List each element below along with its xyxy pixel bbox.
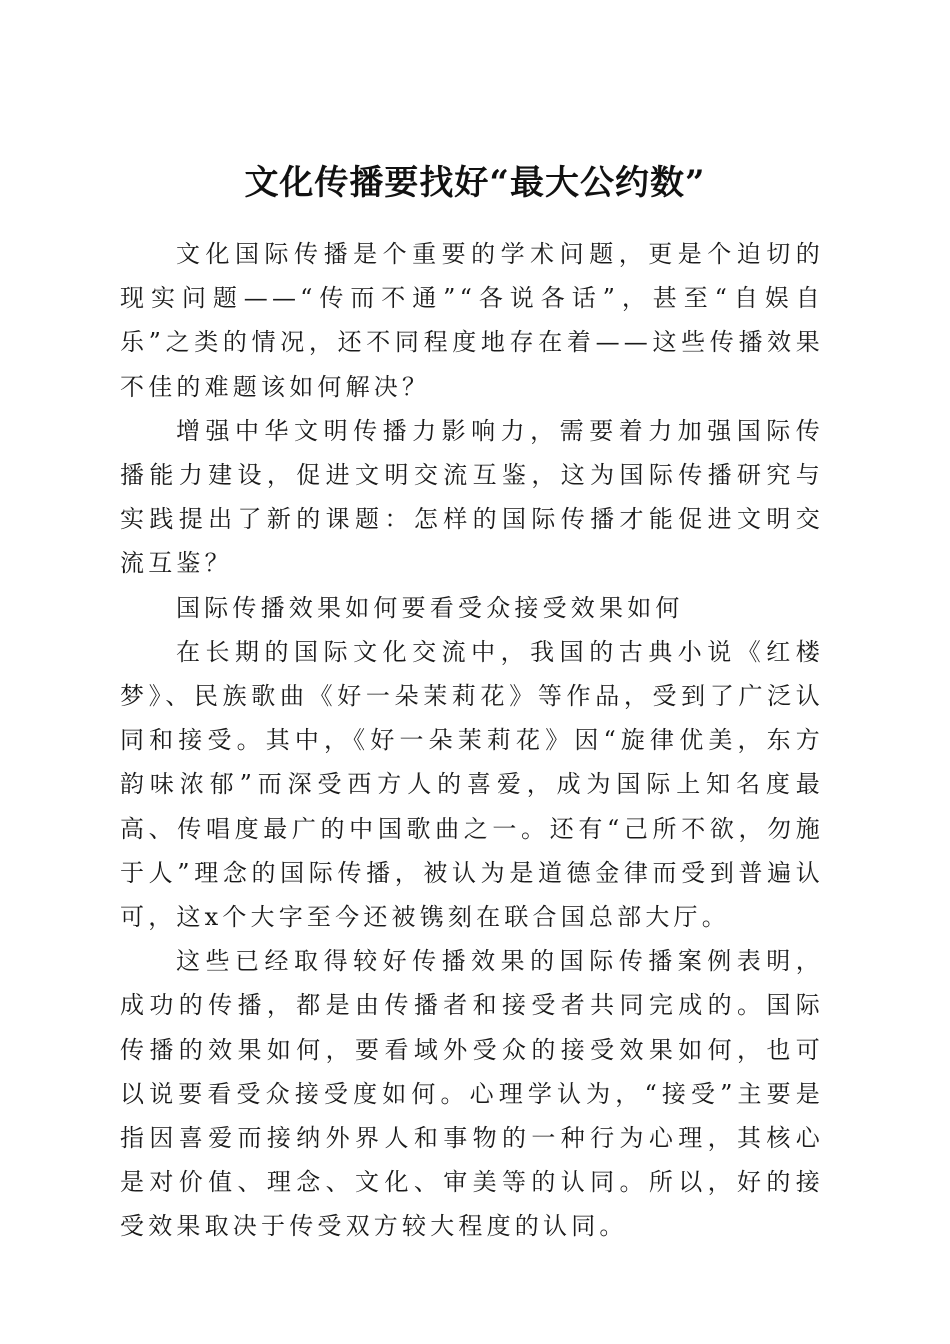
section-heading: 国际传播效果如何要看受众接受效果如何 [176,593,684,622]
paragraph-civilization: 增强中华文明传播力影响力，需要着力加强国际传播能力建设，促进文明交流互鉴，这为国际传播研究与实践提出了新的课题：怎样的国际传播才能促进文明交流互鉴？ [120,416,824,578]
paragraph-intro: 文化国际传播是个重要的学术问题，更是个迫切的现实问题——“传而不通”“各说各话”，甚至“自娱自乐”之类的情况，还不同程度地存在着——这些传播效果不佳的难题该如何解决？ [120,240,824,401]
paragraph-examples: 在长期的国际文化交流中，我国的古典小说《红楼梦》、民族歌曲《好一朵茉莉花》等作品，受到了广泛认同和接受。其中，《好一朵茉莉花》因“旋律优美，东方韵味浓郁”而深受西方人的喜爱，成为国际上知名度最高、传唱度最广的中国歌曲之一。还有“己所不欲，勿施于人”理念的国际传播，被认为是道德金律而受到普遍认可，这x个大字至今还被镌刻在联合国总部大厅。 [120,637,824,932]
document-title: 文化传播要找好“最大公约数” [244,162,706,203]
document-body [120,232,824,1249]
paragraph-conclusion: 这些已经取得较好传播效果的国际传播案例表明，成功的传播，都是由传播者和接受者共同完成的。国际传播的效果如何，要看域外受众的接受效果如何，也可以说要看受众接受度如何。心理学认为，“接受”主要是指因喜爱而接纳外界人和事物的一种行为心理，其核心是对价值、理念、文化、审美等的认同。所以，好的接受效果取决于传受双方较大程度的认同。 [120,947,824,1241]
